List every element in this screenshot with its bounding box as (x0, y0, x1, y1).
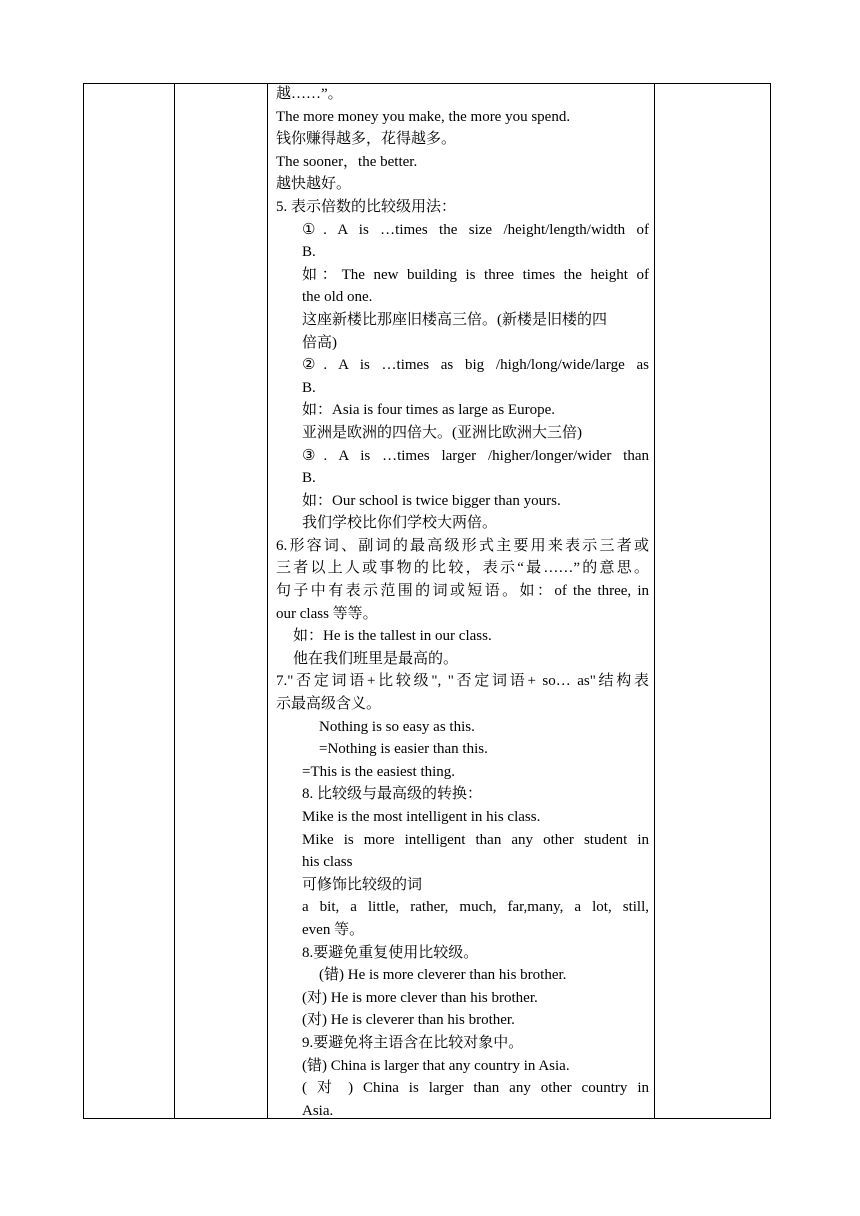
text-line: B. (302, 379, 316, 396)
text-line: 6.形容词、副词的最高级形式主要用来表示三者或 (276, 537, 649, 554)
text-line: 可修饰比较级的词 (302, 876, 423, 893)
text-line: 三者以上人或事物的比较，表示“最……”的意思。 (276, 560, 649, 577)
text-line: 句子中有表示范围的词或短语。如：of the three, in (276, 583, 649, 600)
text-line: Nothing is so easy as this. (319, 718, 475, 735)
text-line: 倍高) (302, 334, 337, 351)
text-line: Asia. (302, 1102, 334, 1119)
text-line: The more money you make, the more you spend. (276, 108, 571, 125)
text-line: (对) He is cleverer than his brother. (302, 1012, 515, 1029)
text-line: his class (302, 854, 353, 871)
text-line: 5. 表示倍数的比较级用法： (276, 198, 457, 215)
text-line: 我们学校比你们学校大两倍。 (302, 515, 498, 532)
text-line: Mike is more intelligent than any other student in (302, 831, 649, 848)
text-line: 8.要避免重复使用比较级。 (302, 944, 479, 961)
text-line: 如：Our school is twice bigger than yours. (302, 492, 561, 509)
text-line: =This is the easiest thing. (302, 763, 456, 780)
text-line: 7."否定词语+比较级", "否定词语+ so… as"结构表 (276, 673, 649, 690)
text-line: (错) He is more cleverer than his brother. (319, 967, 567, 984)
text-line: B. (302, 470, 316, 487)
text-line: a bit, a little, rather, much, far,many, a lot, still, (302, 899, 649, 916)
text-line: (错) China is larger that any country in Asia. (302, 1057, 570, 1074)
text-line: 如：He is the tallest in our class. (293, 628, 492, 645)
text-line: our class 等等。 (276, 605, 378, 622)
content-cell (276, 83, 649, 1122)
text-line: ①. A is …times the size /height/length/width of (302, 221, 649, 238)
column-divider (654, 83, 655, 1119)
text-line: ③. A is …times larger /higher/longer/wider than (302, 447, 649, 464)
text-line: 钱你赚得越多，花得越多。 (276, 131, 457, 148)
text-line: 亚洲是欧洲的四倍大。(亚洲比欧洲大三倍) (302, 424, 582, 441)
text-line: 他在我们班里是最高的。 (293, 650, 459, 667)
text-line: (对) He is more clever than his brother. (302, 989, 538, 1006)
text-line: 9.要避免将主语含在比较对象中。 (302, 1034, 524, 1051)
text-line: 这座新楼比那座旧楼高三倍。(新楼是旧楼的四 (302, 311, 607, 328)
text-line: =Nothing is easier than this. (319, 741, 488, 758)
text-line: B. (302, 244, 316, 261)
text-line: 越……”。 (276, 86, 343, 102)
text-line: 示最高级含义。 (276, 696, 382, 713)
text-line: The sooner，the better. (276, 153, 418, 170)
text-line: ( 对 ) China is larger than any other country in (302, 1080, 649, 1097)
column-divider (267, 83, 268, 1119)
text-line: Mike is the most intelligent in his class. (302, 809, 541, 825)
text-line: 如：The new building is three times the height of (302, 266, 649, 283)
column-divider (174, 83, 175, 1119)
text-line: 越快越好。 (276, 176, 352, 193)
text-line: 8. 比较级与最高级的转换： (302, 786, 483, 803)
text-line: ②. A is …times as big /high/long/wide/large as (302, 357, 649, 374)
text-line: 如：Asia is four times as large as Europe. (302, 402, 556, 419)
text-line: even 等。 (302, 921, 365, 938)
text-line: the old one. (302, 289, 373, 306)
